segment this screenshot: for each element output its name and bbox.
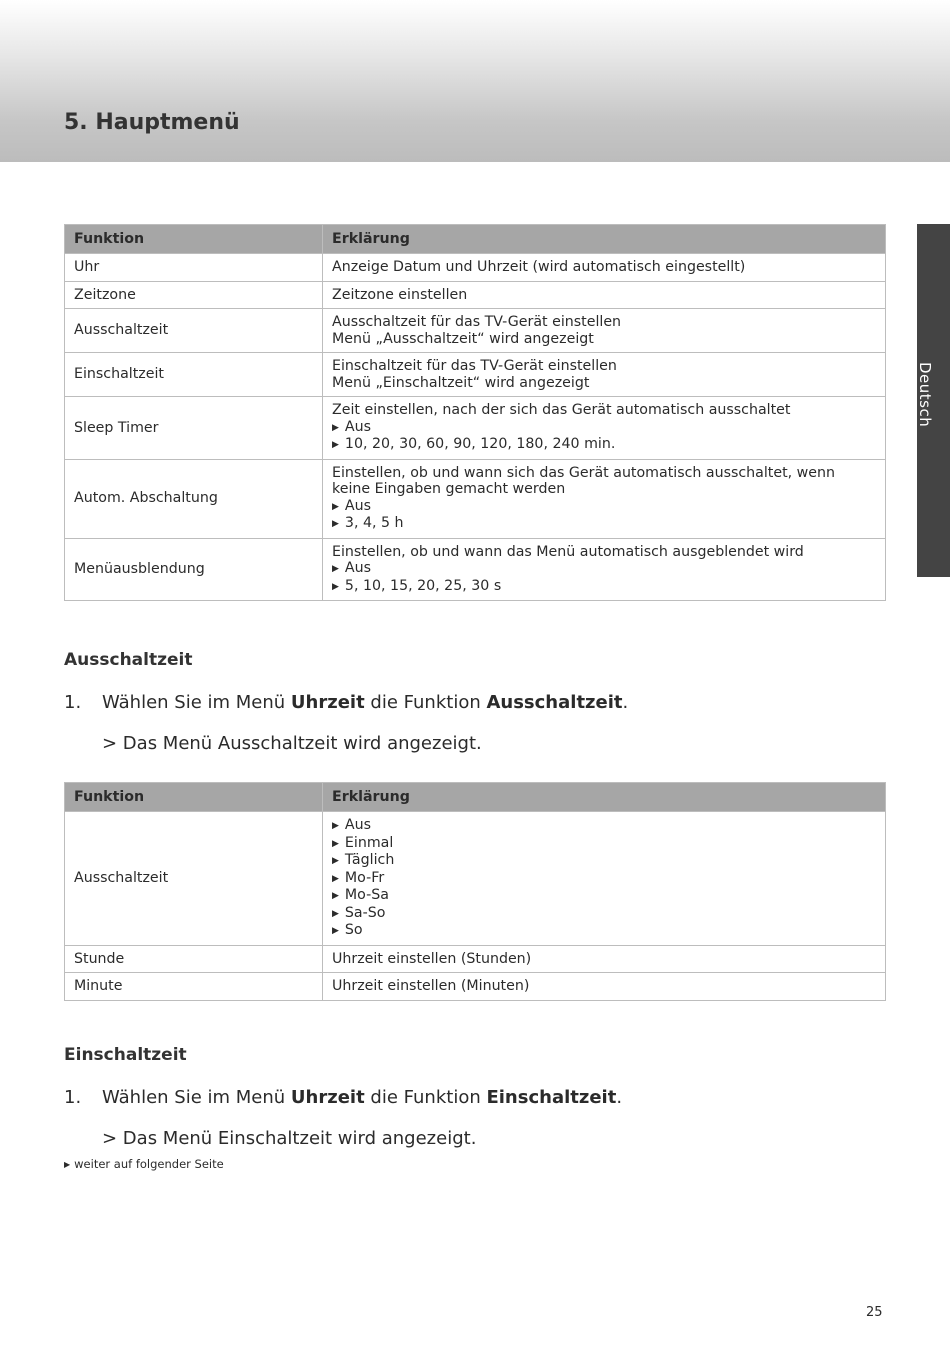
step-text: Wählen Sie im Menü [102,692,291,713]
option-item [332,498,876,516]
table-header-erklaerung: Erklärung [323,783,886,812]
option-item [332,578,876,596]
triangle-right-icon: ▶ [332,501,339,512]
cell-funktion: Ausschaltzeit [65,812,323,946]
step-menu-name: Uhrzeit [290,1087,365,1108]
triangle-right-icon: ▶ [332,519,339,529]
cell-erklaerung [323,459,886,538]
explanation-line: Zeit einstellen, nach der sich das Gerät automatisch ausschaltet [332,402,791,418]
triangle-right-icon: ▶ [332,873,339,884]
step-text: die Funktion [364,1087,487,1108]
option-text: Mo-Sa [344,887,389,903]
triangle-right-icon: ▶ [332,856,339,866]
triangle-right-icon: ▶ [332,564,339,574]
option-item [332,817,876,835]
table-header-funktion: Funktion [65,225,323,254]
cell-erklaerung [323,945,886,973]
explanation-line: Einstellen, ob und wann sich das Gerät automatisch ausschaltet, wenn keine Eingaben gemacht werden [332,464,835,497]
explanation-line: Anzeige Datum und Uhrzeit (wird automatisch eingestellt) [332,259,746,275]
cell-erklaerung [323,812,886,946]
instruction-step [64,691,628,715]
instruction-step [64,1086,622,1110]
step-menu-name: Uhrzeit [290,692,365,713]
option-text: Einmal [344,834,394,851]
option-text: Täglich [344,852,395,868]
option-text: 3, 4, 5 h [344,515,404,531]
cell-funktion: Menüausblendung [65,538,323,601]
table-row [65,973,886,1001]
option-text: Mo-Fr [344,869,385,886]
option-text: Sa-So [344,904,386,921]
triangle-right-icon: ▶ [332,838,339,849]
table-header-funktion: Funktion [65,783,323,812]
cell-funktion: Einschaltzeit [65,353,323,397]
explanation-line: Einstellen, ob und wann das Menü automatisch ausgeblendet wird [332,543,804,560]
option-item [332,887,876,905]
cell-erklaerung [323,973,886,1001]
step-number: 1. [64,692,82,713]
table-body [65,812,886,1001]
page-number: 25 [866,1305,883,1320]
table-header-row [65,783,886,812]
cell-funktion: Zeitzone [65,281,323,309]
explanation-line: Uhrzeit einstellen (Stunden) [332,950,532,967]
page-title: 5. Hauptmenü [64,110,240,135]
language-side-tab [917,224,950,577]
explanation-line: Zeitzone einstellen [332,286,468,303]
option-text: 5, 10, 15, 20, 25, 30 s [344,577,502,594]
option-item [332,560,876,578]
triangle-right-icon: ▶ [332,422,339,433]
cell-erklaerung [323,397,886,460]
language-side-tab-label: Deutsch [916,362,934,428]
function-table-main-menu [64,224,886,601]
step-function-name: Einschaltzeit [486,1087,617,1108]
table-row [65,459,886,538]
section-heading-einschaltzeit: Einschaltzeit [64,1045,187,1065]
cell-erklaerung [323,538,886,601]
explanation-line: Uhrzeit einstellen (Minuten) [332,978,530,994]
table-row [65,353,886,397]
explanation-line: Einschaltzeit für das TV-Gerät einstellen [332,358,617,374]
option-item [332,905,876,923]
table-header-row [65,225,886,254]
option-item [332,852,876,870]
cell-funktion: Minute [65,973,323,1001]
continue-note-text: weiter auf folgender Seite [74,1157,224,1171]
option-text: Aus [344,560,372,576]
cell-funktion: Ausschaltzeit [65,309,323,353]
explanation-line: Menü „Ausschaltzeit“ wird angezeigt [332,330,594,347]
option-item [332,835,876,853]
cell-erklaerung [323,353,886,397]
option-item [332,419,876,437]
option-item [332,870,876,888]
step-text: . [616,1087,623,1108]
function-table-ausschaltzeit [64,782,886,1001]
explanation-line: Ausschaltzeit für das TV-Gerät einstellen [332,314,622,330]
step-result: > Das Menü Ausschaltzeit wird angezeigt. [102,733,482,754]
table-row [65,945,886,973]
cell-funktion: Autom. Abschaltung [65,459,323,538]
option-text: Aus [344,817,372,833]
triangle-right-icon: ▶ [332,821,339,831]
option-item [332,436,876,454]
option-text: Aus [344,418,372,435]
cell-funktion: Uhr [65,254,323,282]
triangle-right-icon: ▶ [332,440,339,450]
triangle-right-icon: ▶ [332,581,339,592]
cell-funktion: Stunde [65,945,323,973]
step-text: die Funktion [364,692,487,713]
table-row [65,812,886,946]
option-text: 10, 20, 30, 60, 90, 120, 180, 240 min. [344,436,616,452]
section-heading-ausschaltzeit: Ausschaltzeit [64,650,193,670]
option-text: Aus [344,497,372,514]
cell-erklaerung [323,254,886,282]
page-header-band [0,0,950,162]
option-item [332,515,876,533]
cell-funktion: Sleep Timer [65,397,323,460]
option-item [332,922,876,940]
step-number: 1. [64,1087,82,1108]
triangle-right-icon: ▶ [332,891,339,901]
step-text: Wählen Sie im Menü [102,1087,291,1108]
table-row [65,397,886,460]
step-text: . [622,692,629,713]
step-result: > Das Menü Einschaltzeit wird angezeigt. [102,1128,477,1149]
triangle-right-icon: ▶ [64,1160,71,1169]
continue-note [64,1157,224,1172]
triangle-right-icon: ▶ [332,908,339,919]
step-function-name: Ausschaltzeit [486,692,623,713]
cell-erklaerung [323,309,886,353]
cell-erklaerung [323,281,886,309]
table-row [65,538,886,601]
table-row [65,309,886,353]
explanation-line: Menü „Einschaltzeit“ wird angezeigt [332,374,590,391]
table-row [65,281,886,309]
table-header-erklaerung: Erklärung [323,225,886,254]
table-row [65,254,886,282]
option-text: So [344,922,363,938]
triangle-right-icon: ▶ [332,926,339,936]
table-body [65,254,886,601]
